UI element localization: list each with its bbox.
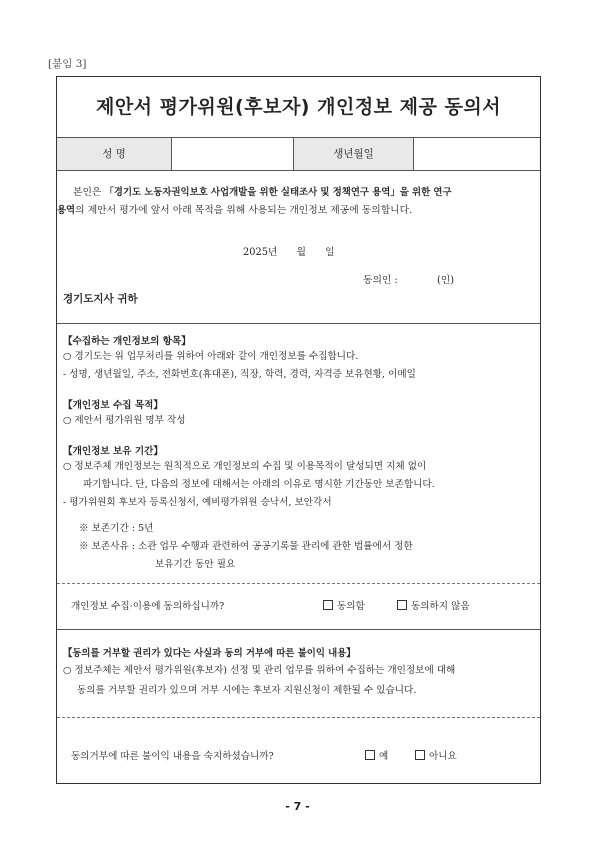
checkbox-icon[interactable]	[365, 750, 375, 760]
purpose-line-1: ○ 제안서 평가위원 명부 작성	[63, 415, 186, 426]
purpose-title: 【개인정보 수집 목적】	[63, 400, 164, 411]
agree-label: 동의함	[337, 601, 365, 612]
divider	[57, 323, 540, 324]
intro-line-1	[63, 185, 537, 201]
divider	[57, 583, 540, 584]
addressee: 경기도지사 귀하	[63, 293, 138, 305]
birth-label: 생년월일	[294, 138, 414, 170]
retention-line-3: - 평가위원회 후보자 등록신청서, 예비평가위원 승낙서, 보안각서	[63, 497, 332, 508]
retention-reason-2: 보유기간 동안 필요	[155, 559, 236, 570]
birth-field[interactable]	[414, 138, 539, 170]
consent-agree-option[interactable]	[323, 599, 365, 615]
consent-question-2: 동의거부에 따른 불이익 내용을 숙지하셨습니까?	[71, 751, 274, 762]
retention-period: ※ 보존기간 : 5년	[79, 523, 154, 534]
info-row	[57, 137, 540, 171]
consent-form	[56, 76, 541, 784]
retention-title: 【개인정보 보유 기간】	[63, 446, 164, 457]
form-title: 제안서 평가위원(후보자) 개인정보 제공 동의서	[95, 96, 502, 118]
refusal-line-2: 동의를 거부할 권리가 있으며 거부 시에는 후보자 지원신청이 제한될 수 있습니다.	[77, 685, 417, 696]
intro-prefix: 본인은	[73, 187, 105, 198]
disagree-label: 동의하지 않음	[411, 601, 470, 612]
intro-line-2	[57, 203, 537, 219]
name-label: 성 명	[57, 138, 172, 170]
consenter-label: 동의인 :	[363, 275, 398, 286]
intro-project-cont: 용역	[57, 205, 76, 216]
collected-line-2: - 성명, 생년월일, 주소, 전화번호(휴대폰), 직장, 학력, 경력, 자격증 보유현황, 이메일	[63, 369, 416, 380]
retention-line-1: ○ 정보주체 개인정보는 원칙적으로 개인정보의 수집 및 이용목적이 달성되면 지체 없이	[63, 461, 427, 472]
date-year: 2025년	[243, 247, 278, 258]
divider	[57, 717, 540, 718]
divider	[57, 629, 540, 630]
date-line	[243, 245, 335, 261]
name-field[interactable]	[172, 138, 294, 170]
intro-suffix: 의 제안서 평가에 앞서 아래 목적을 위해 사용되는 개인정보 제공에 동의합니다.	[75, 205, 413, 216]
page-number: - 7 -	[285, 800, 310, 813]
consent-no-option[interactable]	[415, 749, 457, 765]
refusal-line-1: ○ 정보주체는 제안서 평가위원(후보자) 선정 및 관리 업무를 위하여 수집하는 개인정보에 대해	[63, 665, 456, 676]
refusal-title: 【동의를 거부할 권리가 있다는 사실과 동의 거부에 따른 불이익 내용】	[63, 648, 356, 659]
consent-yes-option[interactable]	[365, 749, 388, 765]
checkbox-icon[interactable]	[397, 600, 407, 610]
yes-label: 예	[379, 751, 389, 762]
consent-disagree-option[interactable]	[397, 599, 470, 615]
seal-mark: (인)	[436, 275, 455, 286]
no-label: 아니요	[429, 751, 457, 762]
consent-question-1: 개인정보 수집·이용에 동의하십니까?	[71, 601, 225, 612]
date-day: 일	[325, 247, 335, 258]
retention-line-2: 파기합니다. 단, 다음의 정보에 대해서는 아래의 이유로 명시한 기간동안 보존합니다.	[83, 479, 435, 490]
date-month: 월	[296, 247, 306, 258]
checkbox-icon[interactable]	[323, 600, 333, 610]
consenter-line	[363, 273, 454, 289]
collected-title: 【수집하는 개인정보의 항목】	[63, 336, 191, 347]
retention-reason-1: ※ 보존사유 : 소관 업무 수행과 관련하여 공공기록물 관리에 관한 법률에서 정한	[79, 541, 413, 552]
attachment-label: [붙임 3]	[48, 58, 87, 70]
collected-line-1: ○ 경기도는 위 업무처리를 위하여 아래와 같이 개인정보를 수집합니다.	[63, 351, 359, 362]
intro-project: 「경기도 노동자권익보호 사업개발을 위한 실태조사 및 정책연구 용역」을 위한 연구	[104, 187, 452, 198]
checkbox-icon[interactable]	[415, 750, 425, 760]
